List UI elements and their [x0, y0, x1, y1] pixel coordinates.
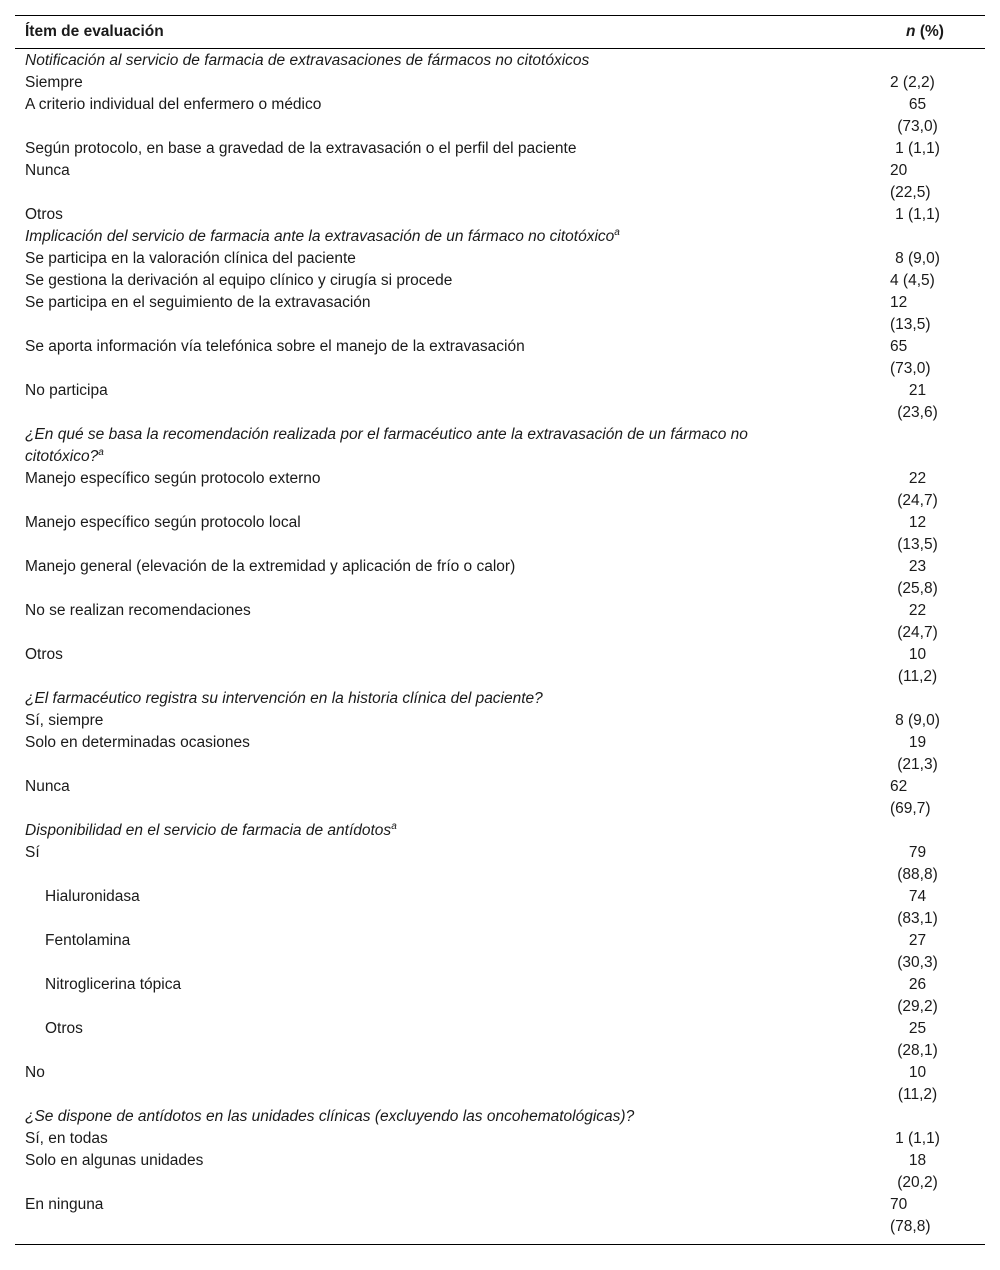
table-row: [15, 710, 985, 732]
section-title: ¿Se dispone de antídotos en las unidades clínicas (excluyendo las oncohematológicas)?: [25, 1108, 635, 1125]
section-title: Disponibilidad en el servicio de farmacia de antídotos$^a$: [25, 820, 397, 839]
row-value: 1 (1,1): [895, 140, 940, 157]
row-value: 65 (73,0): [890, 338, 931, 377]
table-row: [15, 1194, 985, 1238]
row-value: 20 (22,5): [890, 162, 931, 201]
table-row: [15, 1128, 985, 1150]
row-label: Solo en determinadas ocasiones: [25, 734, 250, 751]
table-row: [15, 930, 985, 974]
row-label: Se aporta información vía telefónica sobre el manejo de la extravasación: [25, 338, 525, 355]
row-value: 70 (78,8): [890, 1196, 931, 1235]
row-value: 8 (9,0): [895, 250, 940, 267]
table-row: [15, 1150, 985, 1194]
row-label: Otros: [25, 646, 63, 663]
table-row: [15, 292, 985, 336]
section-title: ¿El farmacéutico registra su intervención en la historia clínica del paciente?: [25, 690, 543, 707]
table-row: [15, 1018, 985, 1062]
table-row: [15, 512, 985, 556]
row-value: 23 (25,8): [897, 558, 938, 597]
row-label: Se participa en el seguimiento de la extravasación: [25, 294, 371, 311]
table-row: [15, 556, 985, 600]
row-label: Nunca: [25, 162, 70, 179]
row-label: Sí, siempre: [25, 712, 104, 729]
row-label: Hialuronidasa: [45, 888, 140, 905]
table-body: [15, 49, 985, 1245]
row-label: Se gestiona la derivación al equipo clínico y cirugía si procede: [25, 272, 453, 289]
row-label: Según protocolo, en base a gravedad de la extravasación o el perfil del paciente: [25, 140, 577, 157]
row-value: 2 (2,2): [890, 74, 935, 91]
row-value: 27 (30,3): [897, 932, 938, 971]
row-value: 62 (69,7): [890, 778, 931, 817]
row-value: 22 (24,7): [897, 602, 938, 641]
row-value: 25 (28,1): [897, 1020, 938, 1059]
row-label: Sí: [25, 844, 40, 861]
row-label: Fentolamina: [45, 932, 131, 949]
row-value: 10 (11,2): [897, 646, 938, 685]
row-value: 12 (13,5): [890, 294, 931, 333]
table-row: [15, 974, 985, 1018]
footnote-mark: a: [614, 226, 620, 238]
table-header: [15, 16, 985, 49]
row-value: 65 (73,0): [897, 96, 938, 135]
table-row: [15, 886, 985, 930]
row-label: No participa: [25, 382, 108, 399]
row-value: 10 (11,2): [897, 1064, 938, 1103]
footnote-mark: a: [391, 820, 397, 832]
row-label: Otros: [25, 206, 63, 223]
row-value: 22 (24,7): [897, 470, 938, 509]
header-item: Ítem de evaluación: [25, 23, 164, 40]
row-label: Otros: [45, 1020, 83, 1037]
row-label: No: [25, 1064, 45, 1081]
row-value: 8 (9,0): [895, 712, 940, 729]
row-value: 21 (23,6): [897, 382, 938, 421]
table-row: [15, 380, 985, 424]
section-title: Implicación del servicio de farmacia ante la extravasación de un fármaco no citotóxico$^a$: [25, 226, 620, 245]
row-label: Siempre: [25, 74, 83, 91]
footnote-mark: a: [98, 446, 104, 458]
row-label: A criterio individual del enfermero o médico: [25, 96, 322, 113]
table-row: [15, 72, 985, 94]
row-label: En ninguna: [25, 1196, 104, 1213]
table-row: [15, 732, 985, 776]
table-row: [15, 600, 985, 644]
section-title: ¿En qué se basa la recomendación realizada por el farmacéutico ante la extravasación de un fármaco no citotóxico?$^a$: [25, 426, 748, 465]
table-row: [15, 204, 985, 226]
table-row: [15, 160, 985, 204]
row-value: 12 (13,5): [897, 514, 938, 553]
row-label: Manejo específico según protocolo externo: [25, 470, 321, 487]
row-label: Sí, en todas: [25, 1130, 108, 1147]
row-label: No se realizan recomendaciones: [25, 602, 251, 619]
row-label: Se participa en la valoración clínica del paciente: [25, 250, 356, 267]
header-n: n: [906, 23, 916, 40]
row-value: 1 (1,1): [895, 1130, 940, 1147]
row-value: 1 (1,1): [895, 206, 940, 223]
table-row: [15, 248, 985, 270]
row-label: Manejo general (elevación de la extremidad y aplicación de frío o calor): [25, 558, 516, 575]
row-value: 19 (21,3): [897, 734, 938, 773]
row-value: 74 (83,1): [897, 888, 938, 927]
table-row: [15, 94, 985, 138]
row-value: 4 (4,5): [890, 272, 935, 289]
evaluation-table: [15, 15, 985, 1245]
table-row: [15, 776, 985, 820]
table-row: [15, 842, 985, 886]
row-value: 79 (88,8): [897, 844, 938, 883]
row-label: Nitroglicerina tópica: [45, 976, 182, 993]
row-value: 18 (20,2): [897, 1152, 938, 1191]
header-n-pct: [885, 23, 965, 41]
table-row: [15, 644, 985, 688]
row-label: Solo en algunas unidades: [25, 1152, 204, 1169]
section-title: Notificación al servicio de farmacia de extravasaciones de fármacos no citotóxicos: [25, 52, 590, 69]
table-row: [15, 270, 985, 292]
row-value: 26 (29,2): [897, 976, 938, 1015]
table-row: [15, 1062, 985, 1106]
header-pct: (%): [915, 23, 944, 40]
table-row: [15, 336, 985, 380]
row-label: Manejo específico según protocolo local: [25, 514, 301, 531]
table-row: [15, 138, 985, 160]
row-label: Nunca: [25, 778, 70, 795]
table-row: [15, 468, 985, 512]
